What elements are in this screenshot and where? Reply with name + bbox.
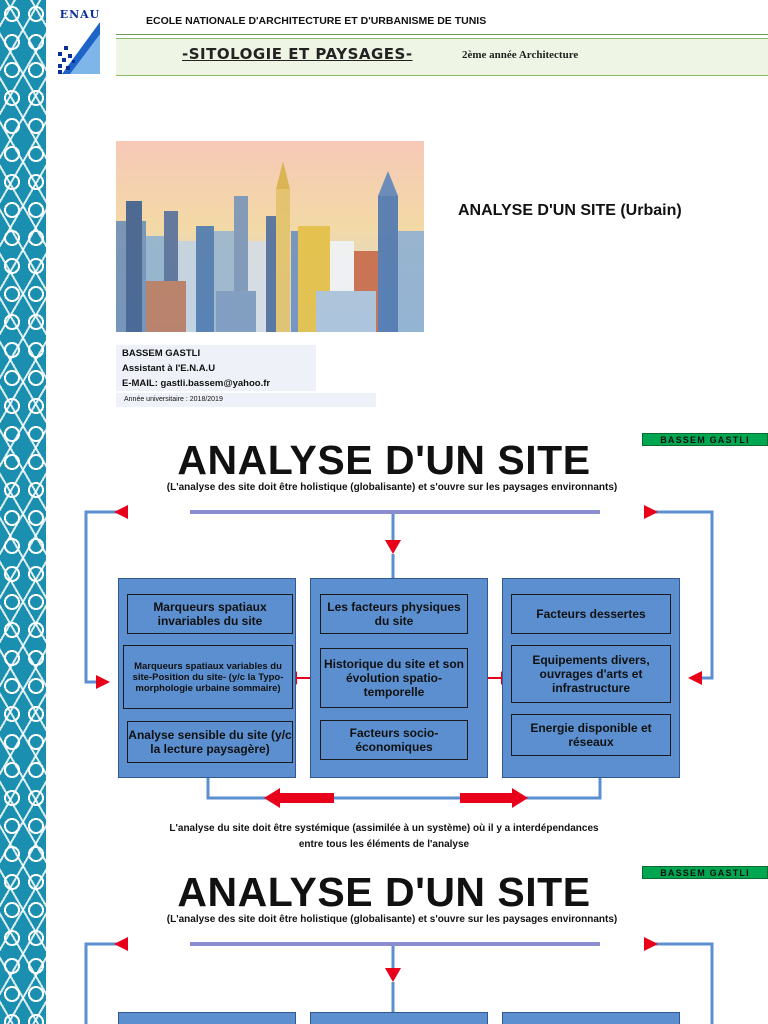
box-site-history: Historique du site et son évolution spatio-temporelle (320, 648, 468, 708)
course-title: -SITOLOGIE ET PAYSAGES- (182, 45, 413, 63)
school-name: ECOLE NATIONALE D'ARCHITECTURE ET D'URBANISME DE TUNIS (146, 15, 487, 27)
slide-title-2: ANALYSE D'UN SITE (177, 869, 591, 915)
box-sensory-analysis: Analyse sensible du site (y/c la lecture paysagère) (127, 721, 293, 763)
systemic-note-line2: entre tous les éléments de l'analyse (298, 839, 470, 850)
slide-subtitle: (L'analyse des site doit être holistique (globalisante) et s'ouvre sur les paysages environnants) (166, 482, 618, 493)
subject-title: ANALYSE D'UN SITE (Urbain) (458, 202, 682, 219)
box-service-factors: Facteurs dessertes (511, 594, 671, 634)
box-invariable-markers: Marqueurs spatiaux invariables du site (127, 594, 293, 634)
year-level: 2ème année Architecture (462, 49, 579, 61)
author-tag: BASSEM GASTLI (642, 433, 768, 446)
systemic-note (0, 821, 768, 853)
author-email: E-MAIL: gastli.bassem@yahoo.fr (122, 378, 271, 389)
box-energy-networks: Energie disponible et réseaux (511, 714, 671, 756)
column-service-factors-2 (502, 1012, 680, 1024)
box-socio-economic: Facteurs socio-économiques (320, 720, 468, 760)
box-equipment: Equipements divers, ouvrages d'arts et infrastructure (511, 645, 671, 703)
box-variable-markers: Marqueurs spatiaux variables du site-Position du site- (y/c la Typo-morphologie urbaine sommaire) (123, 645, 293, 709)
author-name: BASSEM GASTLI (122, 348, 201, 359)
author-role: Assistant à l'E.N.A.U (122, 363, 216, 374)
academic-year: Année universitaire : 2018/2019 (116, 393, 376, 407)
author-tag-2: BASSEM GASTLI (642, 866, 768, 879)
slide-subtitle-2: (L'analyse des site doit être holistique (globalisante) et s'ouvre sur les paysages environnants) (166, 914, 618, 925)
systemic-note-line1: L'analyse du site doit être systémique (assimilée à un système) où il y a interdépendances (169, 823, 599, 834)
slide-title: ANALYSE D'UN SITE (177, 437, 591, 483)
logo-text: ENAU (59, 8, 101, 21)
box-physical-factors: Les facteurs physiques du site (320, 594, 468, 634)
column-physical-factors-2 (310, 1012, 488, 1024)
column-spatial-markers-2 (118, 1012, 296, 1024)
